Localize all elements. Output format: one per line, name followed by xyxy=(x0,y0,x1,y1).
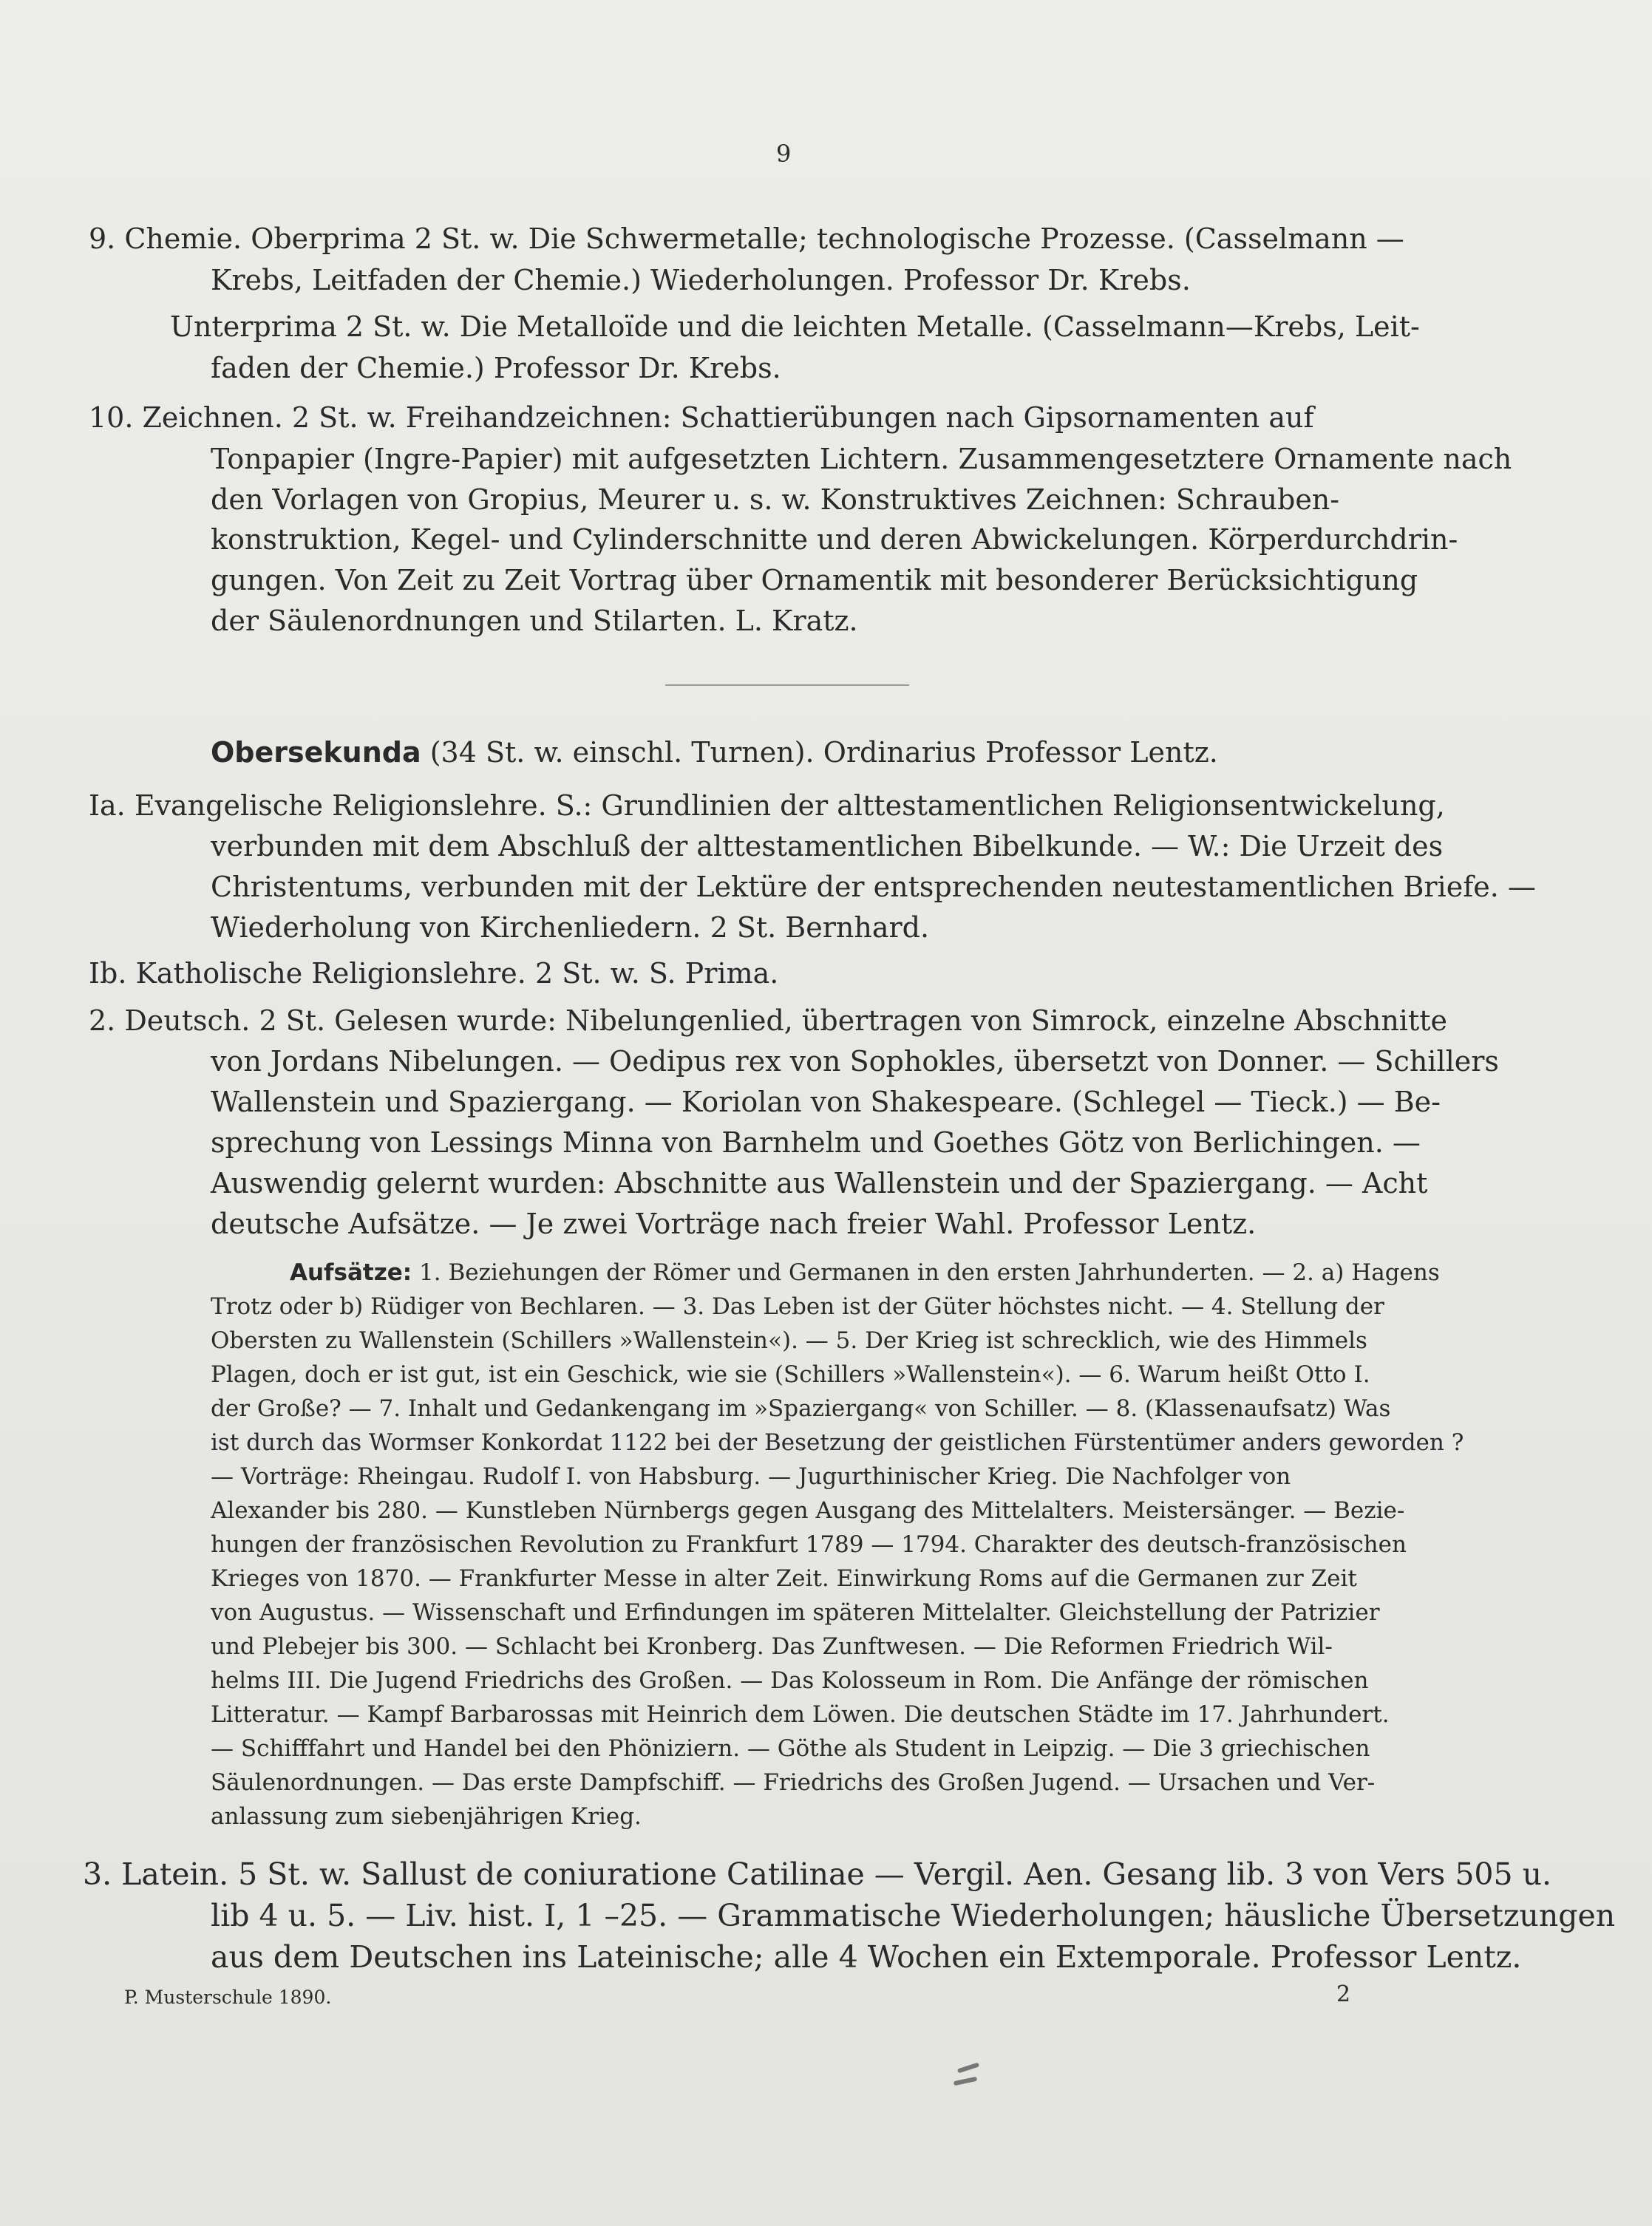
chemie-line-4: faden der Chemie.) Professor Dr. Krebs. xyxy=(211,352,781,384)
aufsaetze-line-1 xyxy=(290,1258,1440,1287)
deutsch-line-2: von Jordans Nibelungen. — Oedipus rex von Sophokles, übersetzt von Donner. — Schillers xyxy=(211,1045,1499,1078)
section-divider xyxy=(665,684,909,686)
aufsaetze-line-4: Plagen, doch er ist gut, ist ein Geschick, wie sie (Schillers »Wallenstein«). — 6. Warum heißt Otto I. xyxy=(211,1361,1370,1388)
chemie-line-3: Unterprima 2 St. w. Die Metalloïde und die leichten Metalle. (Casselmann—Krebs, Leit- xyxy=(170,310,1420,343)
class-heading xyxy=(211,735,1218,769)
footer-imprint: P. Musterschule 1890. xyxy=(124,1987,332,2008)
religion-line-2: verbunden mit dem Abschluß der alttestamentlichen Bibelkunde. — W.: Die Urzeit des xyxy=(211,830,1444,862)
aufsaetze-line-3: Obersten zu Wallenstein (Schillers »Wallenstein«). — 5. Der Krieg ist schrecklich, wie des Himmels xyxy=(211,1327,1367,1354)
latein-line-1: 3. Latein. 5 St. w. Sallust de coniuratione Catilinae — Vergil. Aen. Gesang lib. 3 von Vers 505 u. xyxy=(83,1856,1552,1892)
chemie-line-2: Krebs, Leitfaden der Chemie.) Wiederholungen. Professor Dr. Krebs. xyxy=(211,264,1191,296)
aufsaetze-line-17: anlassung zum siebenjährigen Krieg. xyxy=(211,1803,642,1830)
deutsch-line-1: 2. Deutsch. 2 St. Gelesen wurde: Nibelungenlied, übertragen von Simrock, einzelne Abschnitte xyxy=(89,1004,1447,1037)
aufsaetze-line-15: — Schifffahrt und Handel bei den Phöniziern. — Göthe als Student in Leipzig. — Die 3 griechischen xyxy=(211,1735,1370,1762)
aufsaetze-line-10: Krieges von 1870. — Frankfurter Messe in alter Zeit. Einwirkung Roms auf die Germanen zur Zeit xyxy=(211,1565,1357,1592)
latein-line-3: aus dem Deutschen ins Lateinische; alle 4 Wochen ein Extemporale. Professor Lentz. xyxy=(211,1939,1522,1975)
aufsaetze-line-2: Trotz oder b) Rüdiger von Bechlaren. — 3. Das Leben ist der Güter höchstes nicht. — 4. Stellung der xyxy=(211,1293,1384,1320)
deutsch-line-5: Auswendig gelernt wurden: Abschnitte aus Wallenstein und der Spaziergang. — Acht xyxy=(211,1167,1428,1199)
aufsaetze-line-11: von Augustus. — Wissenschaft und Erfindungen im späteren Mittelalter. Gleichstellung der Patrizier xyxy=(211,1599,1380,1626)
page-number: 9 xyxy=(776,140,792,168)
aufsaetze-label: Aufsätze: xyxy=(290,1259,412,1286)
religion-line-1: Ia. Evangelische Religionslehre. S.: Grundlinien der alttestamentlichen Religionsentwickelung, xyxy=(89,789,1445,822)
latein-line-2: lib 4 u. 5. — Liv. hist. I, 1 –25. — Grammatische Wiederholungen; häusliche Übersetzungen xyxy=(211,1898,1616,1933)
aufsaetze-line-5: der Große? — 7. Inhalt und Gedankengang im »Spaziergang« von Schiller. — 8. (Klassenaufsatz) Was xyxy=(211,1395,1391,1422)
zeichnen-line-5: gungen. Von Zeit zu Zeit Vortrag über Ornamentik mit besonderer Berücksichtigung xyxy=(211,564,1418,596)
scan-smudge xyxy=(954,2077,978,2086)
class-heading-details: (34 St. w. einschl. Turnen). Ordinarius Professor Lentz. xyxy=(421,736,1218,769)
zeichnen-line-3: den Vorlagen von Gropius, Meurer u. s. w. Konstruktives Zeichnen: Schrauben- xyxy=(211,483,1340,516)
aufsaetze-line-14: Litteratur. — Kampf Barbarossas mit Heinrich dem Löwen. Die deutschen Städte im 17. Jahrhundert. xyxy=(211,1701,1390,1728)
zeichnen-line-6: der Säulenordnungen und Stilarten. L. Kratz. xyxy=(211,605,858,637)
aufsaetze-line-13: helms III. Die Jugend Friedrichs des Großen. — Das Kolosseum in Rom. Die Anfänge der römischen xyxy=(211,1667,1369,1694)
religion-line-4: Wiederholung von Kirchenliedern. 2 St. Bernhard. xyxy=(211,911,930,944)
footer-signature: 2 xyxy=(1336,1981,1351,2007)
deutsch-line-3: Wallenstein und Spaziergang. — Koriolan von Shakespeare. (Schlegel — Tieck.) — Be- xyxy=(211,1086,1441,1118)
aufsaetze-line-6: ist durch das Wormser Konkordat 1122 bei der Besetzung der geistlichen Fürstentümer anders geworden ? xyxy=(211,1429,1464,1456)
zeichnen-line-2: Tonpapier (Ingre-Papier) mit aufgesetzten Lichtern. Zusammengesetztere Ornamente nach xyxy=(211,443,1512,475)
zeichnen-line-4: konstruktion, Kegel- und Cylinderschnitte und deren Abwickelungen. Körperdurchdrin- xyxy=(211,523,1458,556)
deutsch-line-4: sprechung von Lessings Minna von Barnhelm und Goethes Götz von Berlichingen. — xyxy=(211,1126,1421,1159)
scan-smudge xyxy=(957,2063,979,2074)
aufsaetze-line-7: — Vorträge: Rheingau. Rudolf I. von Habsburg. — Jugurthinischer Krieg. Die Nachfolger von xyxy=(211,1463,1291,1490)
aufsaetze-line-1-text: 1. Beziehungen der Römer und Germanen in den ersten Jahrhunderten. — 2. a) Hagens xyxy=(412,1259,1440,1286)
aufsaetze-line-8: Alexander bis 280. — Kunstleben Nürnbergs gegen Ausgang des Mittelalters. Meistersänger. — Bezie- xyxy=(211,1497,1405,1524)
chemie-line-1: 9. Chemie. Oberprima 2 St. w. Die Schwermetalle; technologische Prozesse. (Casselmann — xyxy=(89,222,1404,255)
aufsaetze-line-16: Säulenordnungen. — Das erste Dampfschiff. — Friedrichs des Großen Jugend. — Ursachen und Ver- xyxy=(211,1769,1376,1796)
deutsch-line-6: deutsche Aufsätze. — Je zwei Vorträge nach freier Wahl. Professor Lentz. xyxy=(211,1208,1257,1240)
aufsaetze-line-12: und Plebejer bis 300. — Schlacht bei Kronberg. Das Zunftwesen. — Die Reformen Friedrich Wil- xyxy=(211,1633,1333,1660)
class-heading-title: Obersekunda xyxy=(211,736,421,769)
aufsaetze-line-9: hungen der französischen Revolution zu Frankfurt 1789 — 1794. Charakter des deutsch-französischen xyxy=(211,1531,1407,1558)
religion-line-5: Ib. Katholische Religionslehre. 2 St. w. S. Prima. xyxy=(89,957,779,990)
zeichnen-line-1: 10. Zeichnen. 2 St. w. Freihandzeichnen: Schattierübungen nach Gipsornamenten auf xyxy=(89,401,1314,434)
religion-line-3: Christentums, verbunden mit der Lektüre der entsprechenden neutestamentlichen Briefe. — xyxy=(211,871,1536,903)
